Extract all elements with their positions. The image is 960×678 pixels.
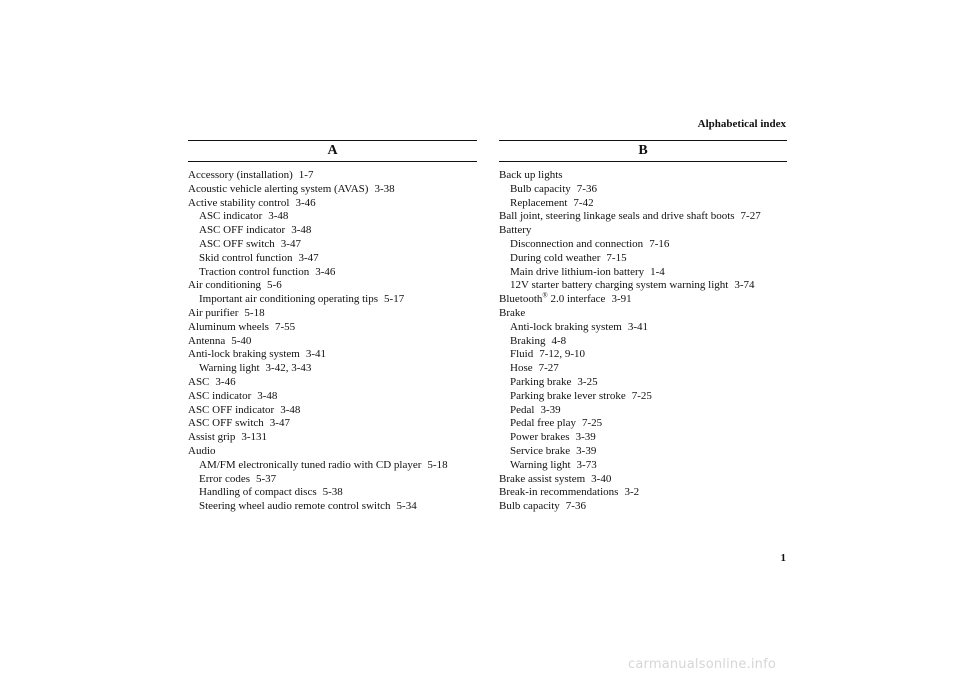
index-subentry xyxy=(188,486,477,500)
entry-page-ref: 5-40 xyxy=(231,334,252,347)
entry-term-suffix: 2.0 interface xyxy=(547,293,606,306)
entry-page-ref: 1-4 xyxy=(650,265,665,278)
entry-page-ref: 3-91 xyxy=(611,293,632,306)
entry-page-ref: 3-39 xyxy=(576,444,597,457)
entry-page-ref: 5-17 xyxy=(384,293,405,306)
entry-term: 12V starter battery charging system warning light xyxy=(510,279,729,292)
entry-page-ref: 3-25 xyxy=(577,375,598,388)
entry-term: Bluetooth xyxy=(499,293,543,306)
entry-page-ref: 4-8 xyxy=(551,334,567,347)
entry-term: Air purifier xyxy=(188,306,239,319)
entry-page-ref: 7-27 xyxy=(538,362,559,375)
entry-term: Aluminum wheels xyxy=(188,320,269,333)
index-entry xyxy=(188,307,477,321)
entry-page-ref: 3-42, 3-43 xyxy=(265,362,312,375)
entry-term: ASC indicator xyxy=(188,389,252,402)
index-subentry xyxy=(499,459,787,473)
section-heading-a: A xyxy=(188,140,477,162)
index-entries-b xyxy=(499,169,787,514)
entry-page-ref: 3-47 xyxy=(280,237,301,250)
entry-page-ref: 3-41 xyxy=(305,348,326,361)
entry-term: ASC OFF indicator xyxy=(199,224,286,237)
entry-term: Braking xyxy=(510,334,546,347)
index-entry xyxy=(188,390,477,404)
entry-page-ref: 7-27 xyxy=(740,210,761,223)
entry-term: Pedal free play xyxy=(510,417,576,430)
index-subentry xyxy=(499,404,787,418)
index-entry xyxy=(499,210,787,224)
entry-page-ref: 7-16 xyxy=(649,237,670,250)
entry-page-ref: 3-48 xyxy=(280,403,301,416)
entry-term: Acoustic vehicle alerting system (AVAS) xyxy=(188,182,369,195)
entry-page-ref: 3-46 xyxy=(215,375,236,388)
index-entry xyxy=(188,321,477,335)
entry-page-ref: 7-36 xyxy=(576,182,597,195)
entry-term: During cold weather xyxy=(510,251,601,264)
entry-term: Handling of compact discs xyxy=(199,486,317,499)
page-number: 1 xyxy=(780,552,786,564)
index-entry xyxy=(188,279,477,293)
entry-page-ref: 7-15 xyxy=(606,251,627,264)
index-subentry xyxy=(188,362,477,376)
index-entry xyxy=(188,169,477,183)
entry-term: Pedal xyxy=(510,403,535,416)
index-subentry xyxy=(499,252,787,266)
index-subentry xyxy=(188,473,477,487)
index-column-b xyxy=(499,140,787,514)
entry-term: Anti-lock braking system xyxy=(188,348,300,361)
entry-term: Active stability control xyxy=(188,196,290,209)
entry-page-ref: 7-42 xyxy=(573,196,594,209)
entry-page-ref: 5-18 xyxy=(244,306,265,319)
registered-mark: ® xyxy=(542,291,548,300)
entry-term: ASC indicator xyxy=(199,210,263,223)
entry-term: Disconnection and connection xyxy=(510,237,644,250)
entry-term: ASC xyxy=(188,375,210,388)
index-entry xyxy=(188,376,477,390)
entry-page-ref: 7-25 xyxy=(581,417,603,430)
index-entry xyxy=(499,224,787,238)
entry-term: Skid control function xyxy=(199,251,293,264)
entry-term: Antenna xyxy=(188,334,226,347)
section-heading-b: B xyxy=(499,140,787,162)
index-subentry xyxy=(188,238,477,252)
entry-page-ref: 3-39 xyxy=(540,403,561,416)
entry-term: Accessory (installation) xyxy=(188,169,293,181)
entry-page-ref: 7-36 xyxy=(565,500,586,513)
entry-term: Warning light xyxy=(510,458,571,471)
entry-page-ref: 3-39 xyxy=(575,431,596,444)
entry-term: Brake xyxy=(499,306,526,319)
index-column-a xyxy=(188,140,477,514)
entry-term: ASC OFF indicator xyxy=(188,403,275,416)
entry-term: Air conditioning xyxy=(188,279,262,292)
entry-page-ref: 3-40 xyxy=(591,472,612,485)
entry-term: Anti-lock braking system xyxy=(510,320,622,333)
entry-page-ref: 5-18 xyxy=(427,458,448,471)
entry-page-ref: 5-38 xyxy=(322,486,343,499)
entry-term: Fluid xyxy=(510,348,534,361)
index-entry xyxy=(188,404,477,418)
entry-term: Traction control function xyxy=(199,265,310,278)
entry-page-ref: 5-34 xyxy=(396,500,417,513)
index-subentry xyxy=(188,252,477,266)
entry-page-ref: 3-38 xyxy=(374,182,395,195)
index-subentry xyxy=(499,390,787,404)
entry-term: Bulb capacity xyxy=(499,500,560,513)
entry-term: Break-in recommendations xyxy=(499,486,619,499)
entry-page-ref: 7-25 xyxy=(631,389,652,402)
entry-term: Power brakes xyxy=(510,431,570,444)
watermark: carmanualsonline.info xyxy=(628,657,777,672)
entry-term: Service brake xyxy=(510,444,571,457)
index-entry xyxy=(499,473,787,487)
entry-page-ref: 3-2 xyxy=(624,486,640,499)
entry-page-ref: 3-46 xyxy=(315,265,336,278)
index-entry xyxy=(188,445,477,459)
entry-term: AM/FM electronically tuned radio with CD player xyxy=(199,458,422,471)
index-subentry xyxy=(499,197,787,211)
running-header: Alphabetical index xyxy=(697,118,786,130)
entry-term: Parking brake lever stroke xyxy=(510,389,626,402)
entry-term: Hose xyxy=(510,362,533,375)
entry-page-ref: 3-46 xyxy=(295,196,316,209)
index-subentry xyxy=(499,431,787,445)
index-entry xyxy=(499,293,787,307)
entry-term: Steering wheel audio remote control switch xyxy=(199,500,391,513)
entry-term: Error codes xyxy=(199,472,251,485)
index-entry xyxy=(188,335,477,349)
entry-term: Important air conditioning operating tips xyxy=(199,293,379,306)
entry-page-ref: 7-12, 9-10 xyxy=(539,348,586,361)
entry-page-ref: 3-48 xyxy=(291,224,312,237)
index-entry xyxy=(188,417,477,431)
entry-term: ASC OFF switch xyxy=(188,417,264,430)
index-subentry xyxy=(499,348,787,362)
entry-term: Back up lights xyxy=(499,169,563,181)
entry-page-ref: 7-55 xyxy=(274,320,296,333)
index-subentry xyxy=(499,335,787,349)
index-entry xyxy=(188,431,477,445)
entry-page-ref: 3-41 xyxy=(627,320,648,333)
index-subentry xyxy=(499,183,787,197)
entry-term: ASC OFF switch xyxy=(199,237,275,250)
index-entry xyxy=(188,197,477,211)
index-subentry xyxy=(499,417,787,431)
index-entry xyxy=(188,348,477,362)
entry-term: Bulb capacity xyxy=(510,182,571,195)
index-subentry xyxy=(499,376,787,390)
index-subentry xyxy=(499,362,787,376)
entry-page-ref: 3-74 xyxy=(734,279,755,292)
index-entry xyxy=(499,486,787,500)
entry-term: Main drive lithium-ion battery xyxy=(510,265,645,278)
index-subentry xyxy=(499,321,787,335)
entry-page-ref: 3-47 xyxy=(298,251,319,264)
entry-page-ref: 3-48 xyxy=(257,389,278,402)
entry-page-ref: 3-47 xyxy=(269,417,290,430)
entry-term: Assist grip xyxy=(188,431,236,444)
entry-page-ref: 5-6 xyxy=(267,279,282,292)
entry-page-ref: 5-37 xyxy=(256,472,277,485)
index-subentry xyxy=(188,224,477,238)
index-entry xyxy=(188,183,477,197)
entry-term: Parking brake xyxy=(510,375,572,388)
index-subentry xyxy=(499,266,787,280)
index-subentry xyxy=(188,293,477,307)
entry-term: Ball joint, steering linkage seals and drive shaft boots xyxy=(499,210,735,223)
index-entry xyxy=(499,307,787,321)
entry-term: Warning light xyxy=(199,362,260,375)
index-entries-a xyxy=(188,169,477,514)
index-entry xyxy=(499,169,787,183)
entry-term: Brake assist system xyxy=(499,472,586,485)
index-subentry xyxy=(499,445,787,459)
index-subentry xyxy=(499,238,787,252)
entry-page-ref: 3-131 xyxy=(241,431,268,444)
entry-page-ref: 1-7 xyxy=(298,169,314,181)
index-entry xyxy=(499,500,787,514)
entry-page-ref: 3-48 xyxy=(268,210,289,223)
entry-term: Audio xyxy=(188,444,216,457)
index-subentry xyxy=(188,210,477,224)
index-subentry xyxy=(188,500,477,514)
index-subentry xyxy=(188,266,477,280)
entry-term: Replacement xyxy=(510,196,568,209)
index-subentry xyxy=(188,459,477,473)
entry-page-ref: 3-73 xyxy=(576,458,597,471)
entry-term: Battery xyxy=(499,224,532,237)
